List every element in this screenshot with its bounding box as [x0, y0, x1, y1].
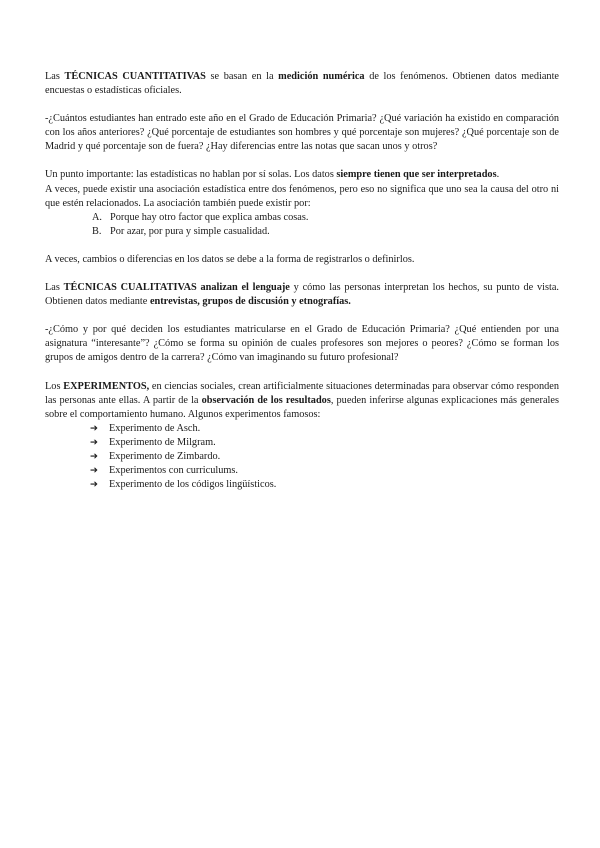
text: y cómo las personas interpretan los hechos, su punto de vista. Obtienen datos mediante [45, 282, 559, 308]
list-item [90, 464, 559, 478]
quantitative-questions: -¿Cuántos estudiantes han entrado este año en el Grado de Educación Primaria? ¿Qué variación ha existido en comparación con los años anteriores? ¿Qué porcentaje de estudiantes son hombres y qué porcentaje son mujeres? ¿Qué porcentaje son de Madrid y qué porcentaje son de fuera? ¿Hay diferencias entre las notas que sacan unos y otros? [45, 113, 559, 153]
experiments-list [45, 422, 559, 492]
bold-phrase: siempre tienen que ser interpretados [336, 169, 497, 181]
bold-phrase: observación de los resultados [201, 394, 331, 406]
term-qualitative: TÉCNICAS CUALITATIVAS [63, 282, 197, 294]
arrow-icon: ➔ [90, 436, 98, 448]
arrow-icon: ➔ [90, 450, 98, 462]
text: Las [45, 71, 65, 82]
list-item-text: Por azar, por pura y simple casualidad. [110, 225, 270, 237]
text: de los fenómenos. Obtienen datos mediante encuestas o estadísticas oficiales. [45, 71, 559, 97]
list-item [90, 478, 559, 492]
arrow-icon: ➔ [90, 465, 98, 477]
text: , pueden inferirse algunas explicaciones más generales sobre el comportamiento humano. Algunos experimentos famosos: [45, 394, 559, 420]
term-experiments: EXPERIMENTOS, [63, 380, 150, 392]
list-item-text: Experimento de Milgram. [109, 436, 216, 448]
association-paragraph: A veces, puede existir una asociación estadística entre dos fenómenos, pero eso no significa que uno sea la causa del otro ni que estén relacionados. La asociación también puede existir por: [45, 183, 559, 209]
list-item-text: Experimentos con curriculums. [109, 465, 238, 477]
list-marker: A. [92, 211, 103, 223]
list-item [92, 225, 559, 239]
text: . [496, 169, 500, 181]
list-item-text: Experimento de Asch. [109, 422, 201, 434]
arrow-icon: ➔ [90, 422, 98, 434]
quantitative-paragraph [45, 70, 559, 98]
text: Las [45, 282, 64, 294]
text: se basan en la [205, 71, 279, 82]
term-quantitative: TÉCNICAS CUANTITATIVAS [64, 71, 206, 82]
list-item [92, 211, 559, 225]
bold-phrase: medición numérica [278, 71, 365, 82]
bold-phrase: analizan el lenguaje [200, 282, 290, 294]
text: Los [45, 380, 64, 392]
qualitative-questions: -¿Cómo y por qué deciden los estudiantes matricularse en el Grado de Educación Primaria? ¿Qué entienden por una asignatura “interesante”? ¿Cómo se forma su opinión de cuales profesores son mejores o peores? ¿Cómo se forman los grupos de amigos dentro de la carrera? ¿Cómo van imaginando su futuro profesional? [45, 324, 559, 364]
list-item-text: Experimento de los códigos lingüísticos. [109, 479, 277, 491]
list-item [90, 450, 559, 464]
qualitative-paragraph [45, 281, 559, 309]
list-item [90, 422, 559, 436]
experiments-paragraph [45, 380, 559, 422]
document-page [45, 70, 559, 492]
arrow-icon: ➔ [90, 479, 98, 491]
bold-phrase: entrevistas, grupos de discusión y etnografías. [149, 296, 351, 308]
causes-list [45, 211, 559, 239]
list-item-text: Porque hay otro factor que explica ambas cosas. [110, 211, 309, 223]
text: Un punto importante: las estadísticas no hablan por sí solas. Los datos [45, 169, 337, 181]
list-item [90, 436, 559, 450]
important-point [45, 168, 559, 182]
list-item-text: Experimento de Zimbardo. [109, 450, 221, 462]
registration-paragraph: A veces, cambios o diferencias en los datos se debe a la forma de registrarlos o definirlos. [45, 253, 415, 265]
text: en ciencias sociales, crean artificialmente situaciones determinadas para observar cómo responden las personas ante ellas. A partir de la [45, 380, 559, 406]
list-marker: B. [92, 225, 102, 237]
